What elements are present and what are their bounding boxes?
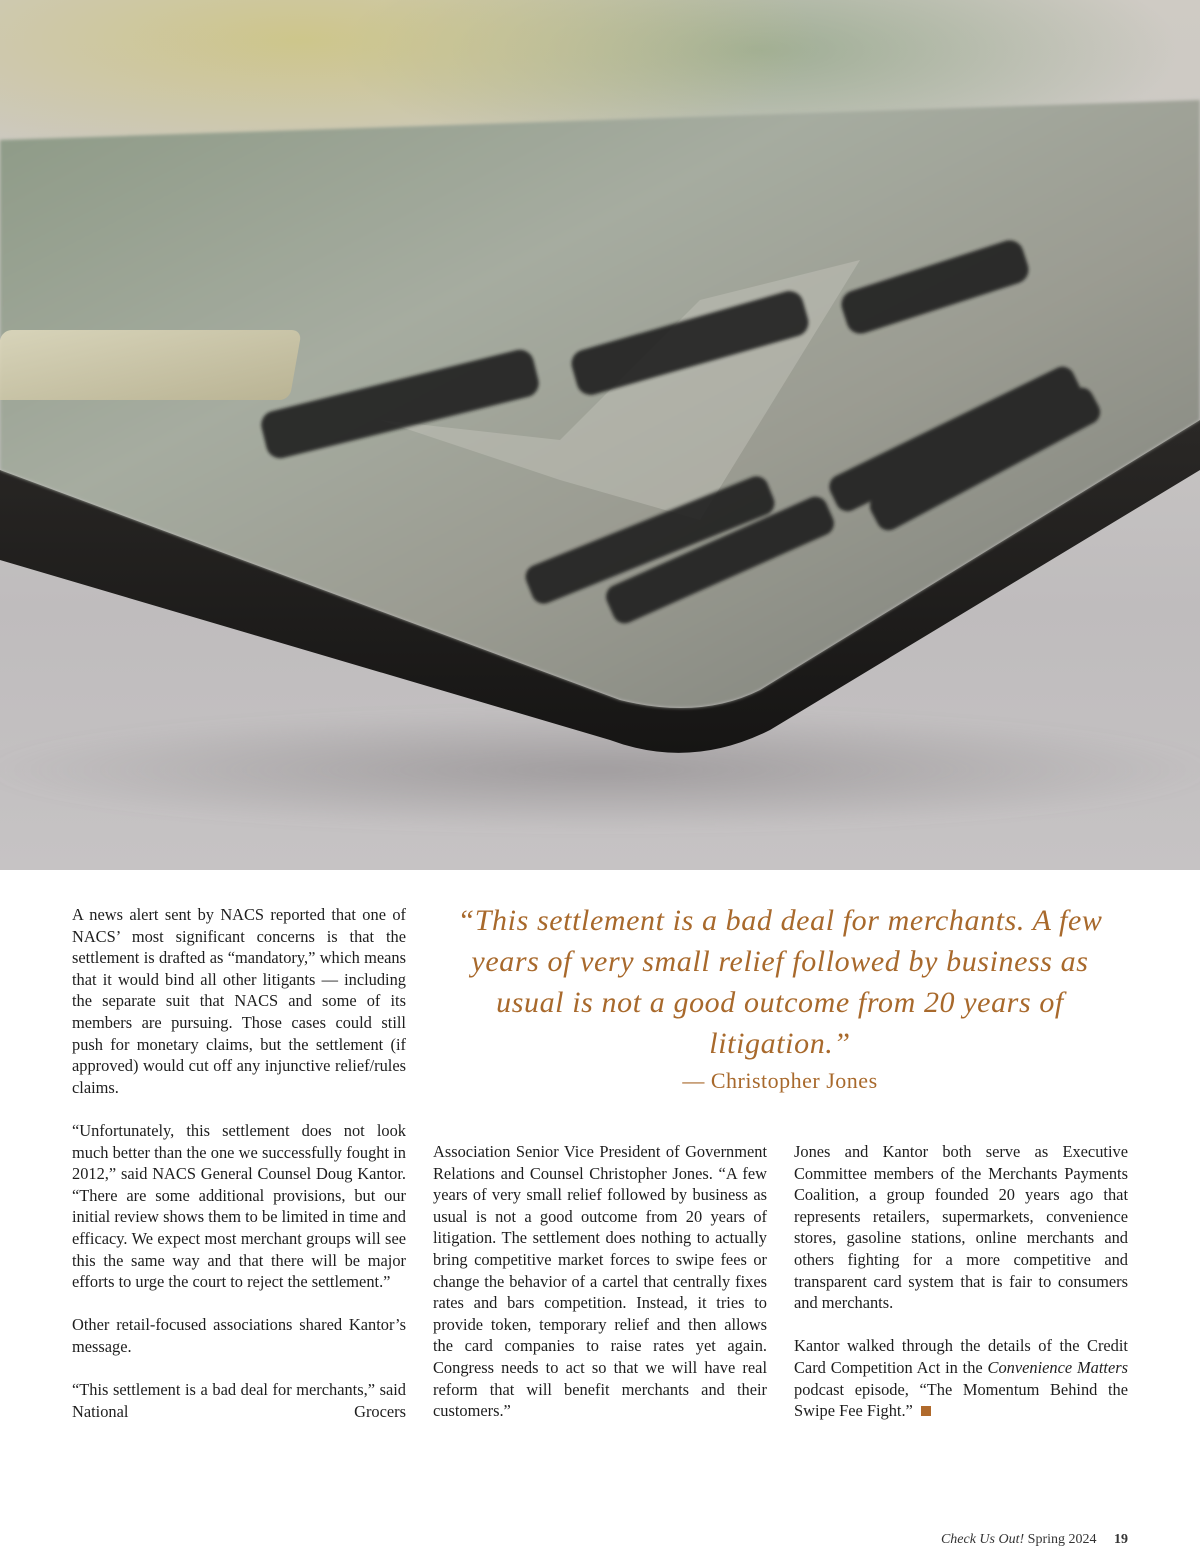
paragraph: Jones and Kantor both serve as Executive Committee members of the Merchants Payments Coalition, a group founded 20 years ago that represents retailers, supermarkets, convenience stores, gasoline stations, online merchants and others fighting for a more competitive and transparent card system that is fair to consumers and merchants.: [794, 1142, 1128, 1313]
paragraph: “This settlement is a bad deal for merchants,” said National Grocers: [72, 1380, 406, 1421]
publication-name: Check Us Out!: [940, 1532, 1025, 1547]
page-number: 19: [1114, 1532, 1128, 1547]
end-of-article-mark: [921, 1406, 931, 1416]
text-run: Kantor walked through the details of the Credit Card Competition Act in the: [794, 1336, 1128, 1377]
card-chip: [0, 330, 302, 400]
article-column-2: [433, 1141, 767, 1443]
paragraph: “Unfortunately, this settlement does not look much better than the one we successfully fought in 2012,” said NACS General Counsel Doug Kantor. “There are some additional provisions, but our initial review shows them to be limited in time and efficacy. We expect most merchant groups will see this the same way and that there will be major efforts to urge the court to reject the settlement.”: [72, 1120, 406, 1292]
paragraph: Association Senior Vice President of Government Relations and Counsel Christopher Jones. “A few years of very small relief followed by business as usual is not a good outcome from 20 years of litigation. The settlement does nothing to actually bring competitive market forces to swipe fees or change the behavior of a cartel that centrally fixes rates and bars competition. Instead, it tries to provide token, temporary relief and then allows the card companies to raise rates yet again. Congress needs to act so that we will have real reform that will benefit merchants and their customers.”: [433, 1142, 767, 1421]
issue-date: Spring 2024: [1027, 1532, 1097, 1547]
pull-quote-attribution: — Christopher Jones: [682, 1068, 878, 1093]
pull-quote: “This settlement is a bad deal for merchants. A few years of very small relief followed by business as usual is not a good outcome from 20 years of litigation.”: [457, 904, 1103, 1060]
paragraph: Other retail-focused associations shared Kantor’s message.: [72, 1315, 406, 1356]
podcast-title: Convenience Matters: [987, 1357, 1128, 1377]
paragraph: A news alert sent by NACS reported that one of NACS’ most significant concerns is that the settlement is drafted as “mandatory,” which means that it would bind all other litigants — including the separate suit that NACS and some of its members are pursuing. Those cases could still push for monetary claims, but the settlement (if approved) would cut off any injunctive relief/rules claims.: [72, 905, 406, 1097]
text-run: podcast episode, “The Momentum Behind the Swipe Fee Fight.”: [794, 1379, 1128, 1421]
paragraph: [794, 1335, 1128, 1421]
page-footer: [941, 1532, 1128, 1548]
article-column-1: [72, 904, 406, 1444]
article-column-3: [794, 1141, 1128, 1443]
